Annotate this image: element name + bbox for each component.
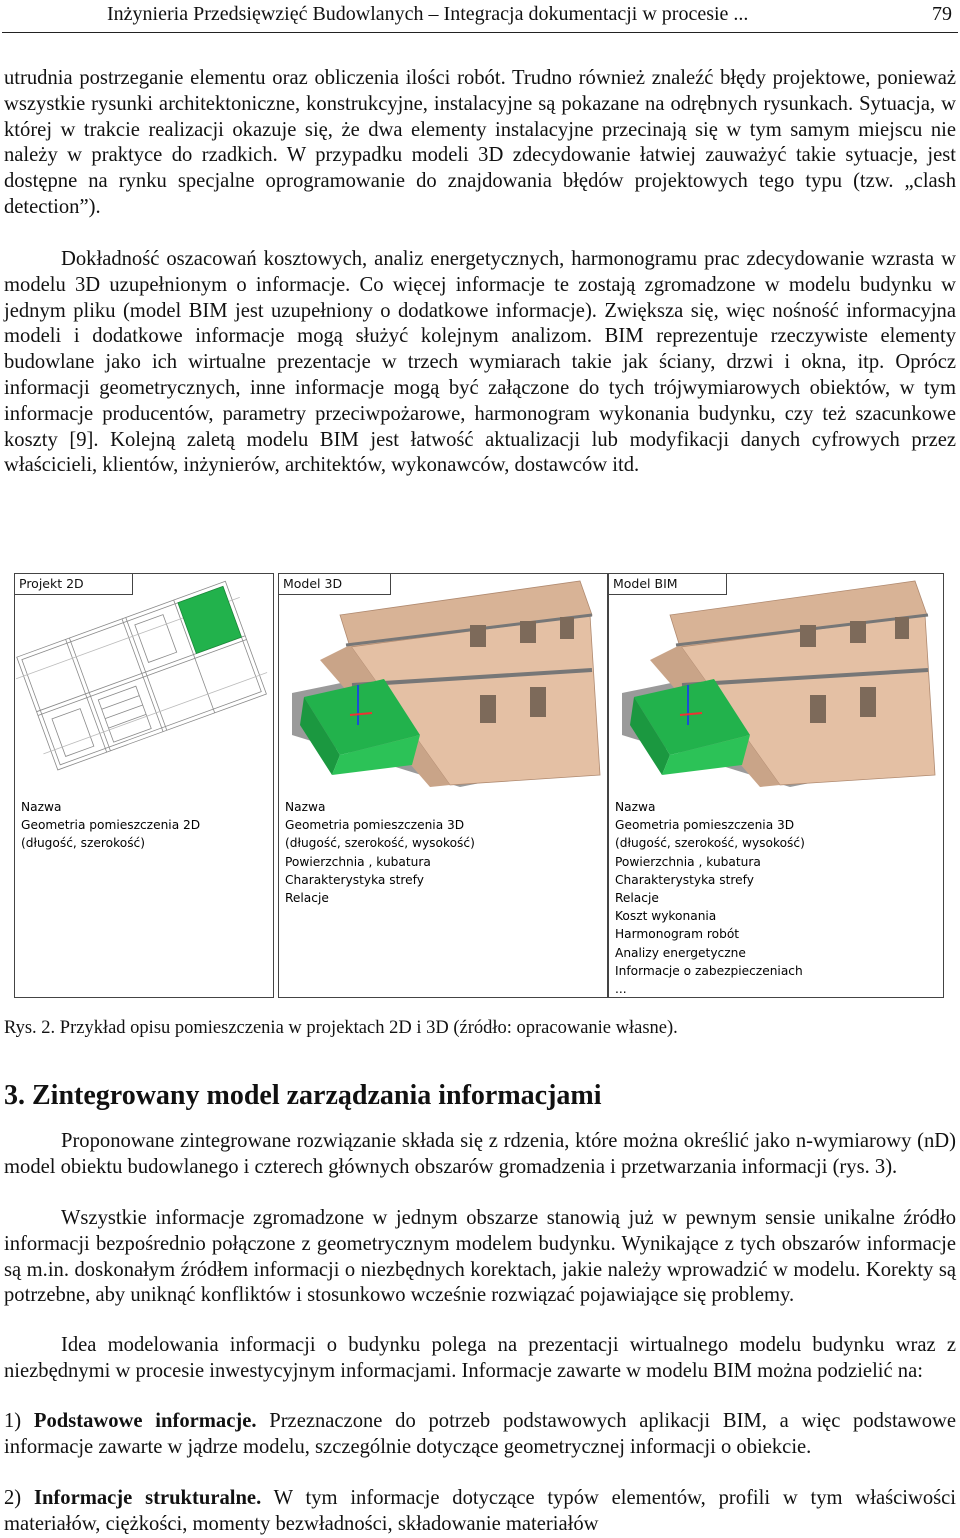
panel-title: Projekt 2D bbox=[15, 574, 133, 595]
running-header bbox=[0, 0, 960, 36]
info-item: Geometria pomieszczenia 2D bbox=[21, 818, 201, 833]
section-number: 3. bbox=[4, 1080, 25, 1111]
building-3d-image bbox=[280, 575, 606, 787]
panel-title: Model BIM bbox=[609, 574, 727, 595]
paragraph-2: Dokładność oszacowań kosztowych, analiz energetycznych, harmonogramu prac zdecydowanie wzrasta w modelu 3D uzupełnionym o informacje. Co więcej informacje te zostają zgromadzone w modelu budynku w jednym pliku (model BIM jest uzupełniony o dodatkowe informacje). Zwiększa się, więc nośność informacyjna modeli i dodatkowe informacje mogą służyć kolejnym analizom. BIM reprezentuje rzeczywiste elementy budowlane jako ich wirtualne prezentacje w trzech wymiarach takie jak ściany, drzwi i okna, itp. Oprócz informacji geometrycznych, inne informacje mogą być załączone do tych trójwymiarowych obiektów, w tym informacje producentów, parametry przeciwpożarowe, harmonogram wykonania budynku, czy też szacunkowe koszty [9]. Kolejną zaletą modelu BIM jest łatwość aktualizacji lub modyfikacji danych cyfrowych przez właścicieli, klientów, inżynierów, architektów, wykonawców, dostawców itd. bbox=[4, 248, 956, 477]
panel-info-list bbox=[615, 798, 941, 998]
info-item: Nazwa bbox=[21, 800, 62, 814]
info-item: (długość, szerokość, wysokość) bbox=[285, 836, 475, 851]
info-item: Geometria pomieszczenia 3D bbox=[285, 818, 465, 833]
list-item-2 bbox=[4, 1486, 956, 1538]
info-item: Powierzchnia , kubatura bbox=[285, 854, 431, 869]
panel-info-list bbox=[285, 798, 605, 907]
list-item-text: W tym informacje dotyczące typów elementów, profili w tym właściwości materiałów, ciężkości, momenty bezwładności, składowanie materiałów bbox=[4, 1487, 957, 1535]
floor-plan-2d-image bbox=[16, 575, 272, 787]
info-item: Charakterystyka strefy bbox=[615, 872, 754, 887]
info-item: Nazwa bbox=[615, 800, 656, 814]
section-title: Zintegrowany model zarządzania informacjami bbox=[32, 1080, 602, 1111]
info-item: (długość, szerokość) bbox=[21, 836, 145, 851]
paragraph-1: utrudnia postrzeganie elementu oraz obliczenia ilości robót. Trudno również znaleźć błędy projektowe, ponieważ wszystkie rysunki architektoniczne, konstrukcyjne, instalacyjne są pokazane na odrębnych rysunkach. Sytuacja, w której w trakcie realizacji okazuje się, że dwa elementy instalacyjne przecinają się w tym samym miejscu nie należy w praktyce do rzadkich. W przypadku modeli 3D zdecydowanie łatwiej zauważyć takie sytuacje, jest dostępne na rynku specjalne oprogramowanie do znajdowania błędów projektowych tego typu (tzw. „clash detection”). bbox=[4, 67, 956, 218]
info-item: Charakterystyka strefy bbox=[285, 872, 424, 887]
info-item: (długość, szerokość, wysokość) bbox=[615, 836, 805, 851]
list-item-text: Przeznaczone do potrzeb podstawowych aplikacji BIM, a więc podstawowe informacje zawarte w jądrze modelu, szczególnie dotyczące geometrycznej informacji o obiekcie. bbox=[4, 1410, 957, 1458]
info-item: Geometria pomieszczenia 3D bbox=[615, 818, 795, 833]
info-item: ... bbox=[615, 982, 627, 997]
info-item: Harmonogram robót bbox=[615, 927, 740, 942]
paragraph-5: Idea modelowania informacji o budynku polega na prezentacji wirtualnego modelu budynku wraz z niezbędnymi w procesie inwestycyjnym informacjami. Informacje zawarte w modelu BIM można podzielić na: bbox=[4, 1334, 956, 1382]
list-item-term: Podstawowe informacje. bbox=[33, 1410, 257, 1432]
list-item-1 bbox=[4, 1409, 956, 1461]
panel-model-3d bbox=[278, 573, 608, 998]
list-item-term: Informacje strukturalne. bbox=[33, 1487, 262, 1509]
info-item: Powierzchnia , kubatura bbox=[615, 854, 761, 869]
panel-info-list bbox=[21, 798, 271, 853]
panel-title: Model 3D bbox=[279, 574, 391, 595]
figure-room-description bbox=[14, 573, 944, 998]
info-item: Relacje bbox=[615, 891, 659, 906]
info-item: Koszt wykonania bbox=[615, 909, 717, 924]
section-heading bbox=[4, 1080, 602, 1112]
info-item: Relacje bbox=[285, 891, 329, 906]
paragraph-4: Wszystkie informacje zgromadzone w jednym obszarze stanowią już w pewnym sensie unikalne źródło informacji bezpośrednio połączone z geometrycznym modelem budynku. Wynikające z tych obszarów informacje są m.in. doskonałym źródłem informacji o niezbędnych korektach, jakie należy wprowadzić w modelu. Korekty są potrzebne, aby uniknąć konfliktów i stosunkowo wcześnie rozwiązać pojawiające się problemy. bbox=[4, 1207, 956, 1307]
page-number: 79 bbox=[932, 3, 952, 25]
paragraph-3: Proponowane zintegrowane rozwiązanie składa się z rdzenia, które można określić jako n-wymiarowy (nD) model obiektu budowlanego i czterech głównych obszarów gromadzenia i przetwarzania informacji (rys. 3). bbox=[4, 1130, 956, 1178]
building-bim-image bbox=[610, 575, 942, 787]
info-item: Nazwa bbox=[285, 800, 326, 814]
header-rule bbox=[2, 32, 958, 33]
list-number: 1) bbox=[4, 1410, 22, 1432]
panel-projekt-2d bbox=[14, 573, 274, 998]
figure-caption: Rys. 2. Przykład opisu pomieszczenia w projektach 2D i 3D (źródło: opracowanie własne). bbox=[4, 1018, 678, 1038]
running-title: Inżynieria Przedsięwzięć Budowlanych – Integracja dokumentacji w procesie ... bbox=[107, 3, 749, 25]
info-item: Analizy energetyczne bbox=[615, 945, 746, 960]
list-number: 2) bbox=[4, 1487, 22, 1509]
panel-model-bim bbox=[608, 573, 944, 998]
info-item: Informacje o zabezpieczeniach bbox=[615, 963, 803, 978]
